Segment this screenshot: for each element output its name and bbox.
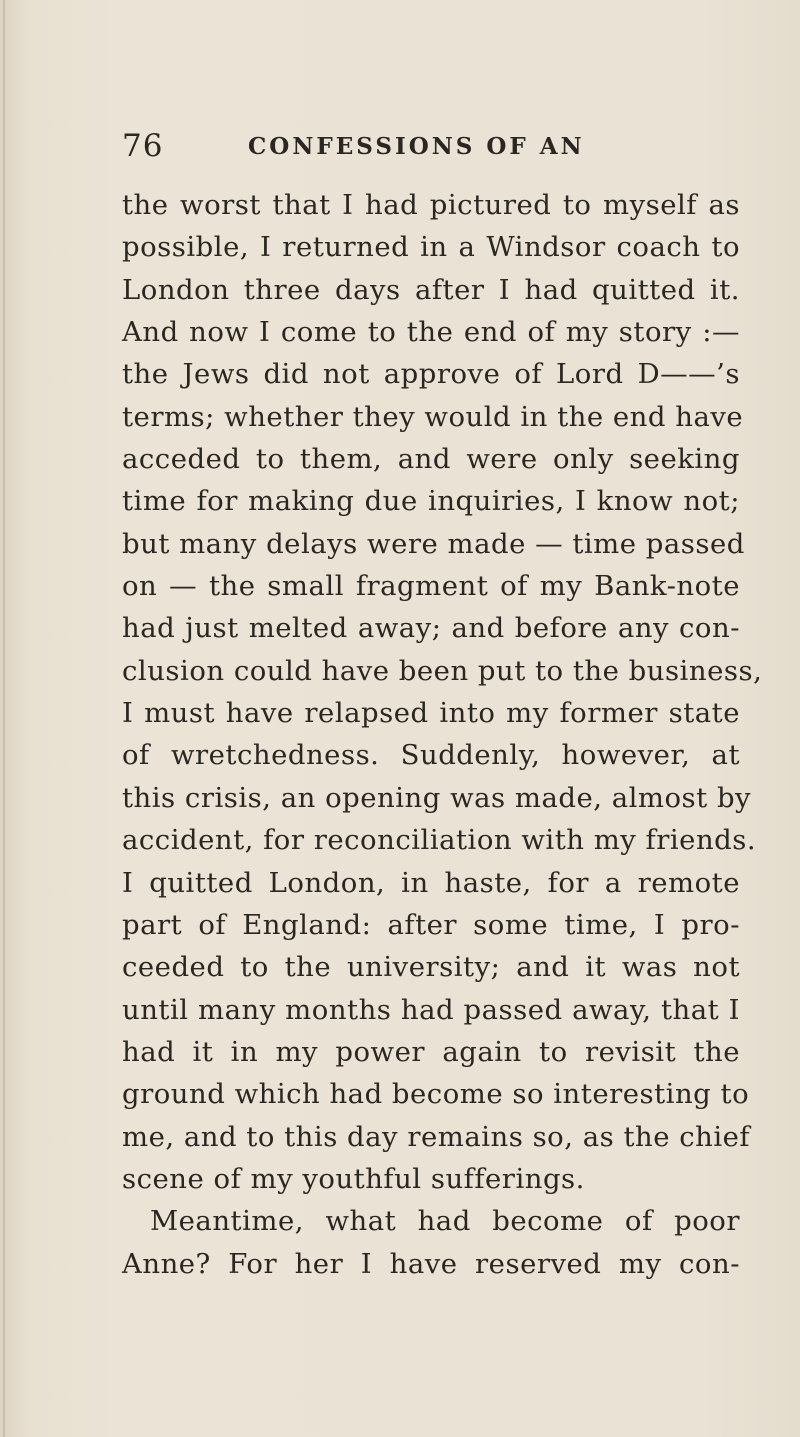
text-line: of wretchedness. Suddenly, however, at (122, 739, 740, 772)
text-line: time for making due inquiries, I know not; (122, 485, 740, 518)
text-line: the Jews did not approve of Lord D——’s (122, 358, 740, 391)
text-line: And now I come to the end of my story :— (122, 316, 740, 349)
text-line: acceded to them, and were only seeking (122, 443, 740, 476)
paragraph-end-line: scene of my youthful sufferings. (122, 1162, 585, 1195)
text-line: terms; whether they would in the end have (122, 400, 744, 433)
text-line: Anne? For her I have reserved my con- (122, 1247, 740, 1280)
paragraph-start-line: Meantime, what had become of poor (150, 1205, 740, 1238)
text-line: but many delays were made — time passed (122, 527, 745, 560)
text-line: accident, for reconciliation with my friends. (122, 824, 757, 857)
running-head: CONFESSIONS OF AN (248, 133, 585, 160)
page-header (122, 128, 782, 168)
text-line: I must have relapsed into my former state (122, 697, 740, 730)
text-line: ceeded to the university; and it was not (122, 951, 740, 984)
text-line: ground which had become so interesting to (122, 1078, 750, 1111)
text-line: had just melted away; and before any con- (122, 612, 740, 645)
page-gutter (3, 0, 5, 1437)
page-number: 76 (122, 128, 164, 164)
body-text (122, 184, 763, 1285)
text-line: part of England: after some time, I pro- (122, 908, 740, 941)
text-line: London three days after I had quitted it. (122, 273, 740, 306)
text-line: clusion could have been put to the business, (122, 654, 763, 687)
text-line: this crisis, an opening was made, almost by (122, 781, 752, 814)
text-line: I quitted London, in haste, for a remote (122, 866, 740, 899)
text-line: had it in my power again to revisit the (122, 1035, 740, 1068)
text-line: on — the small fragment of my Bank-note (122, 570, 740, 603)
text-line: until many months had passed away, that I (122, 993, 740, 1026)
text-line: possible, I returned in a Windsor coach to (122, 231, 740, 264)
text-line: me, and to this day remains so, as the chief (122, 1120, 751, 1153)
text-line: the worst that I had pictured to myself as (122, 189, 740, 221)
